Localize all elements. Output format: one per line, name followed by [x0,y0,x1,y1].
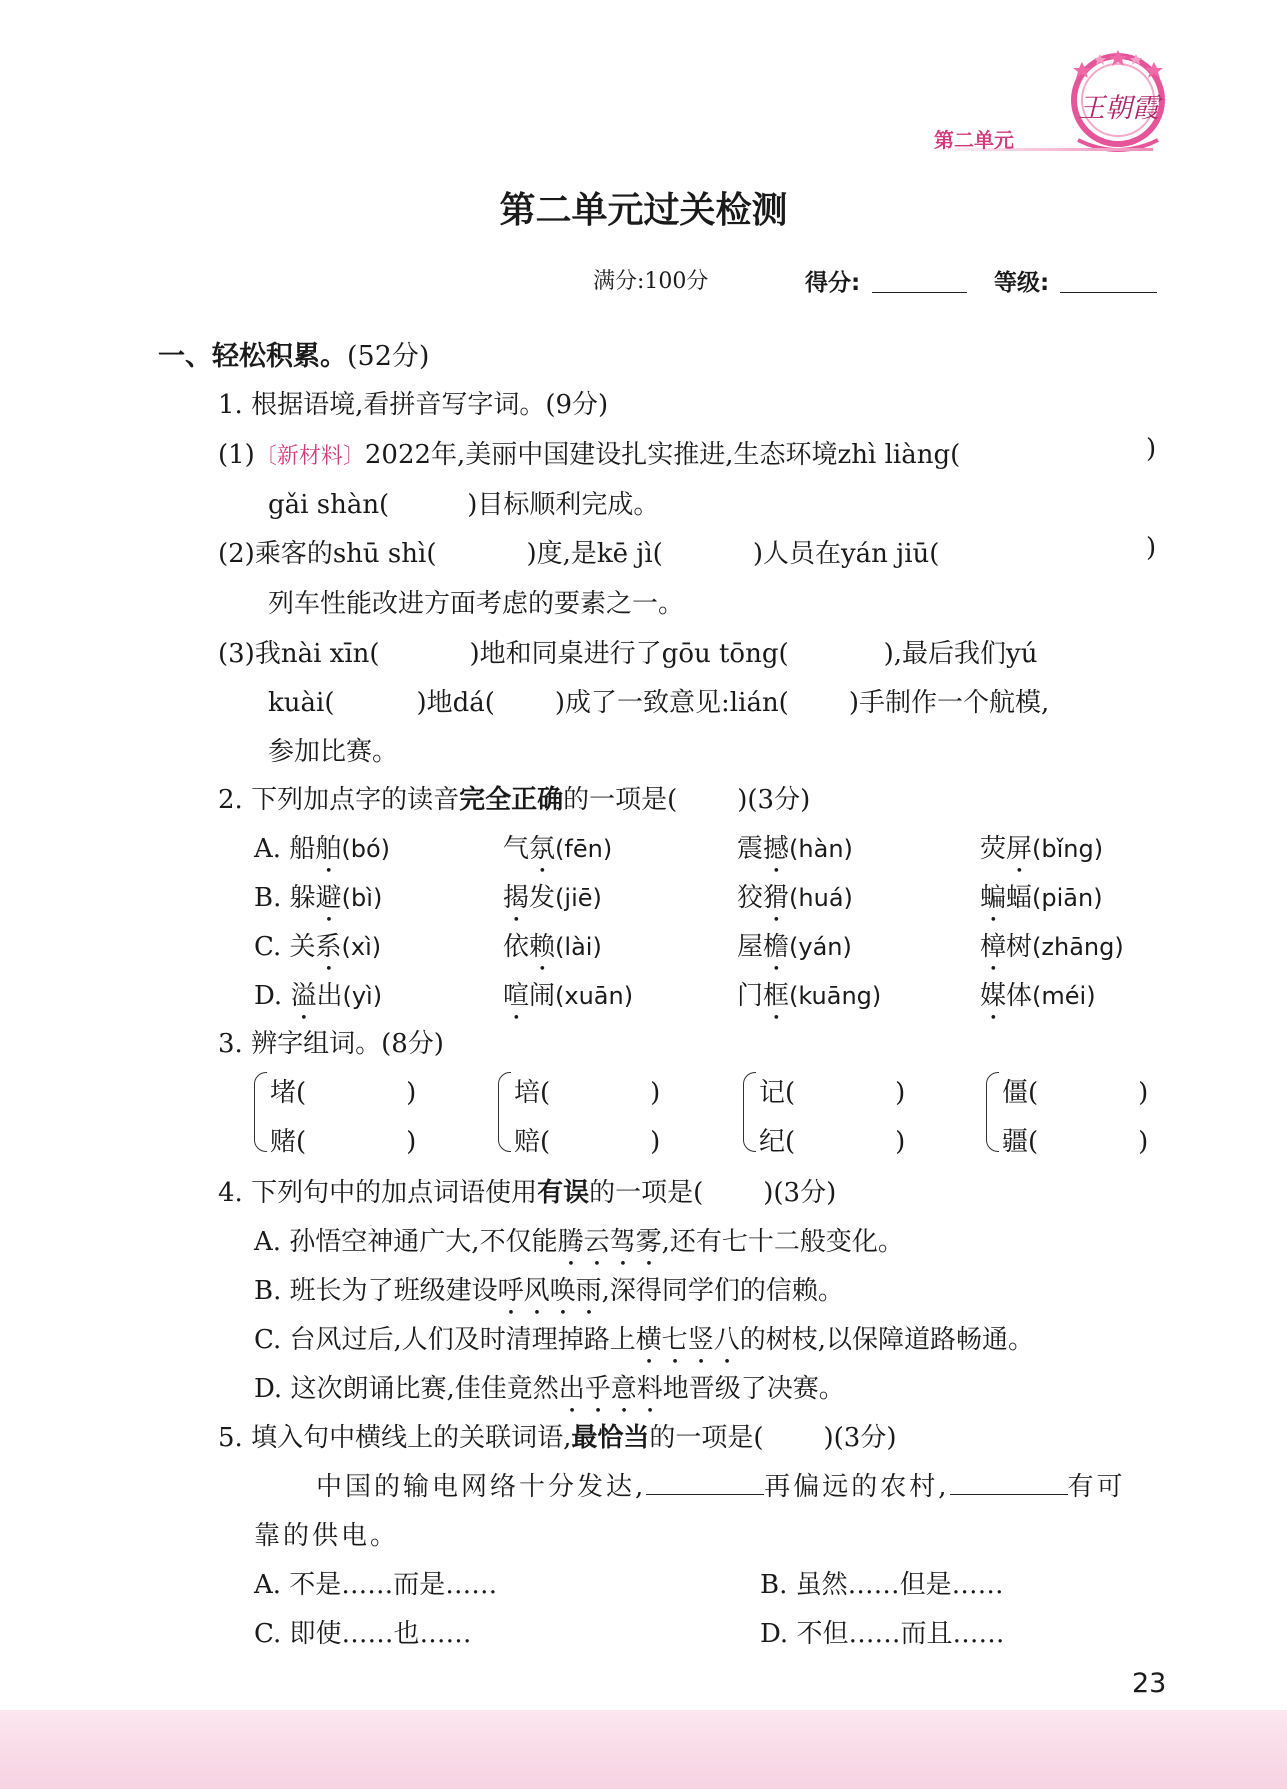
q1-p2-line1 [218,533,939,570]
section-heading-text: 一、轻松积累。 [158,341,347,372]
q3-word-item: 记( ) [759,1078,906,1108]
brace-icon [743,1072,756,1152]
score-label: 得分: [805,270,861,296]
q5-stem-bold: 最恰当 [571,1423,650,1453]
q2-option-item: 门框(kuāng) [737,981,882,1011]
q2-option-item: 蝙蝠(piān) [980,883,1103,913]
q3-word-item: 培( ) [514,1078,661,1108]
q4-option-b: B. 班长为了班级建设呼风唤雨,深得同学们的信赖。 [254,1276,844,1306]
dotted-phrase: 腾云驾雾 [557,1227,662,1257]
q5-s1: 中国的输电网络十分发达, [316,1472,647,1502]
section-heading [158,334,429,373]
q1-p3-e: )地dá( [416,688,495,718]
q1-p3-c: ),最后我们yú [883,639,1038,669]
q1-p1-text2: )目标顺利完成。 [467,490,660,520]
unit-label: 第二单元 [934,128,1014,152]
q3-word-item: 赌( ) [270,1127,417,1157]
dotted-phrase: 横七竖八 [635,1325,740,1355]
q5-stem-c: )(3分) [823,1423,897,1453]
q3-word-item: 纪( ) [759,1127,906,1157]
q2-option-item: 喧闹(xuān) [503,981,634,1011]
q5-option-b: B. 虽然……但是…… [760,1570,1004,1600]
q2-option-item: 荧屏(bǐng) [980,834,1104,864]
q1-stem: 1. 根据语境,看拼音写字词。(9分) [218,390,609,420]
full-marks: 满分:100分 [593,269,709,294]
q2-option-item: 震撼(hàn) [737,834,853,864]
q5-option-d: D. 不但……而且…… [760,1619,1005,1649]
q2-stem-b: 的一项是( [563,785,678,815]
page-title: 第二单元过关检测 [499,190,788,231]
q1-p3-d: kuài( [268,688,335,718]
q1-p3-f: )成了一致意见:lián( [554,688,789,718]
q4-stem-a: 4. 下列句中的加点词语使用 [218,1178,538,1208]
q1-p2-line2: 列车性能改进方面考虑的要素之一。 [268,589,685,619]
q2-stem-bold: 完全正确 [459,785,564,815]
brace-icon [498,1072,511,1152]
q5-stem [218,1417,897,1454]
q2-option-item: 屋檐(yán) [737,932,852,962]
q5-stem-b: 的一项是( [649,1423,764,1453]
section-points: (52分) [347,341,430,372]
q2-stem-a: 2. 下列加点字的读音 [218,785,460,815]
q3-word-item: 疆( ) [1002,1127,1149,1157]
q4-option-d: D. 这次朗诵比赛,佳佳竟然出乎意料地晋级了决赛。 [254,1374,845,1404]
q5-sentence-line2: 靠的供电。 [254,1521,400,1551]
q1-p1-num: (1) [218,440,255,470]
q1-p1-line2 [268,484,659,521]
q5-stem-a: 5. 填入句中横线上的关联词语, [218,1423,572,1453]
q1-p2-close: ) [1146,533,1157,563]
q5-option-c: C. 即使……也…… [254,1619,472,1649]
q2-option-item: C. 关系(xì) [254,932,382,962]
q1-p3-g: )手制作一个航模, [848,688,1050,718]
q2-option-item: 依赖(lài) [503,932,602,962]
score-blank[interactable] [872,270,967,293]
q1-p1-pinyin: gǎi shàn( [268,490,390,520]
q2-stem-c: )(3分) [737,785,811,815]
grade-label: 等级: [994,270,1050,296]
q4-option-c: C. 台风过后,人们及时清理掉路上横七竖八的树枝,以保障道路畅通。 [254,1325,1035,1355]
q3-word-item: 赔( ) [514,1127,661,1157]
q1-p2-a: (2)乘客的shū shì( [218,539,437,569]
q5-option-a: A. 不是……而是…… [254,1570,498,1600]
q1-p1-close: ) [1146,434,1157,464]
q3-word-item: 堵( ) [270,1078,417,1108]
q1-p3-b: )地和同桌进行了gōu tōng( [469,639,789,669]
q1-p3-line1 [218,633,1037,670]
q1-p1-line1 [218,434,960,471]
q1-p2-c: )人员在yán jiū( [752,539,940,569]
dotted-phrase: 出乎意料 [558,1374,663,1404]
q2-option-item: D. 溢出(yì) [254,981,383,1011]
grade-blank[interactable] [1060,270,1157,293]
q2-option-item: 揭发(jiē) [503,883,602,913]
q3-stem: 3. 辨字组词。(8分) [218,1029,444,1059]
answer-blank[interactable] [646,1472,764,1495]
q4-stem-c: )(3分) [763,1178,837,1208]
logo-text: 王朝霞 [1078,93,1159,124]
new-material-tag: 〔新材料〕 [254,444,365,469]
q5-sentence-line1 [316,1466,1126,1503]
q4-stem-bold: 有误 [537,1178,590,1208]
q2-option-item: 媒体(méi) [980,981,1096,1011]
q2-stem [218,779,810,816]
q5-s3: 有可 [1067,1472,1126,1502]
q1-p3-line3: 参加比赛。 [268,737,399,767]
brace-icon [986,1072,999,1152]
footer-band [0,1710,1287,1789]
q4-stem [218,1172,836,1209]
q1-p1-text: 2022年,美丽中国建设扎实推进,生态环境zhì liàng( [364,440,961,470]
q4-stem-b: 的一项是( [589,1178,704,1208]
q2-option-item: A. 船舶(bó) [254,834,390,864]
q5-s2: 再偏远的农村, [764,1472,950,1502]
q2-option-item: 樟树(zhāng) [980,932,1124,962]
q3-word-item: 僵( ) [1002,1078,1149,1108]
q2-option-item: 气氛(fēn) [503,834,613,864]
q2-option-item: B. 躲避(bì) [254,883,383,913]
answer-blank[interactable] [950,1472,1068,1495]
q1-p3-a: (3)我nài xīn( [218,639,380,669]
q2-option-item: 狡猾(huá) [737,883,853,913]
q1-p2-b: )度,是kē jì( [526,539,663,569]
q4-option-a: A. 孙悟空神通广大,不仅能腾云驾雾,还有七十二般变化。 [254,1227,904,1257]
page-number: 23 [1132,1668,1167,1699]
brace-icon [254,1072,267,1152]
q1-p3-line2 [268,682,1049,719]
dotted-phrase: 呼风唤雨 [497,1276,602,1306]
